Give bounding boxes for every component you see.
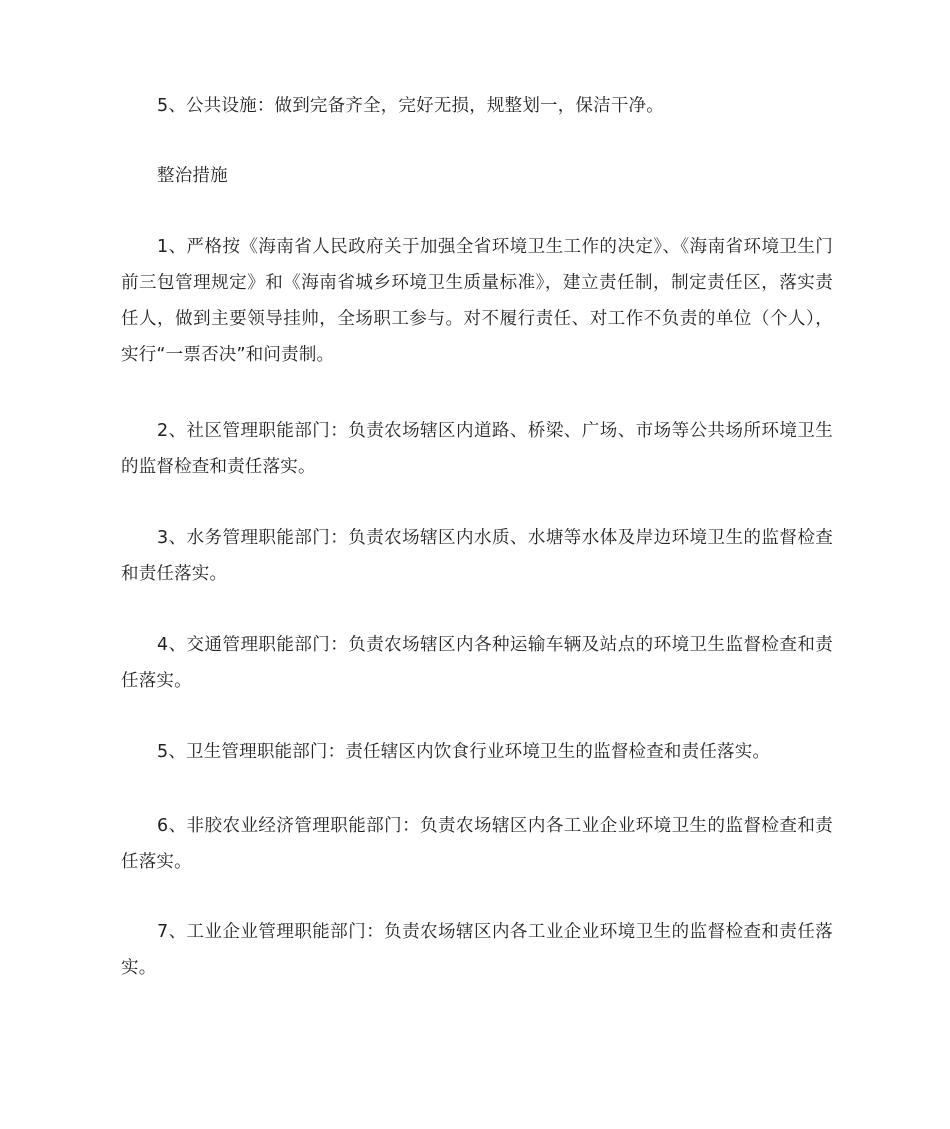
paragraph-measure-1: 1、严格按《海南省人民政府关于加强全省环境卫生工作的决定》、《海南省环境卫生门前三包管理规定》和《海南省城乡环境卫生质量标准》，建立责任制，制定责任区，落实责任人，做到主要领导挂帅，全场职工参与。对不履行责任、对工作不负责的单位（个人），实行“一票否决”和问责制。 bbox=[121, 237, 833, 365]
paragraph-measure-4: 4、交通管理职能部门：负责农场辖区内各种运输车辆及站点的环境卫生监督检查和责任落实。 bbox=[121, 635, 833, 691]
section-heading-rectification-measures: 整治措施 bbox=[157, 166, 228, 186]
paragraph-measure-6: 6、非胶农业经济管理职能部门：负责农场辖区内各工业企业环境卫生的监督检查和责任落实。 bbox=[121, 816, 833, 872]
paragraph-public-facilities: 5、公共设施：做到完备齐全，完好无损，规整划一，保洁干净。 bbox=[157, 96, 664, 116]
paragraph-measure-5: 5、卫生管理职能部门：责任辖区内饮食行业环境卫生的监督检查和责任落实。 bbox=[157, 742, 771, 762]
paragraph-measure-2: 2、社区管理职能部门：负责农场辖区内道路、桥梁、广场、市场等公共场所环境卫生的监督检查和责任落实。 bbox=[121, 421, 833, 477]
paragraph-measure-3: 3、水务管理职能部门：负责农场辖区内水质、水塘等水体及岸边环境卫生的监督检查和责任落实。 bbox=[121, 528, 833, 584]
paragraph-measure-7: 7、工业企业管理职能部门：负责农场辖区内各工业企业环境卫生的监督检查和责任落实。 bbox=[121, 922, 833, 978]
